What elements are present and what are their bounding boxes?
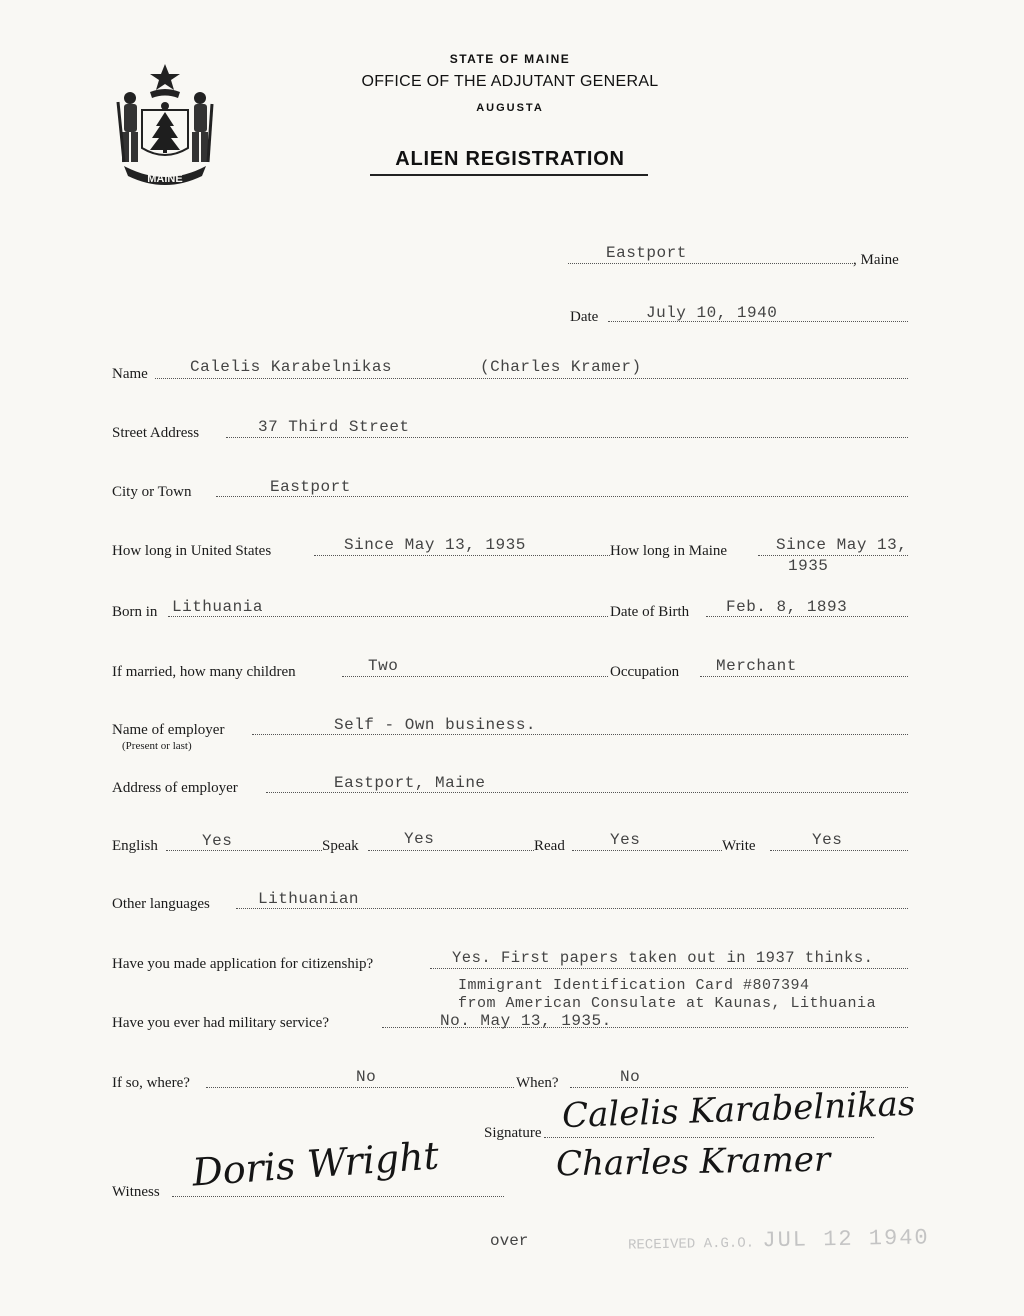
children-dots [342, 675, 608, 677]
speak-label: Speak [322, 838, 359, 854]
signature-line-2: Charles Kramer [555, 1139, 831, 1185]
us-duration-label: How long in United States [112, 543, 272, 559]
where-value: No [356, 1068, 377, 1086]
when-value: No [620, 1068, 641, 1086]
maine-duration-value: Since May 13, [776, 536, 908, 554]
maine-duration-year: 1935 [788, 557, 829, 575]
employer-sublabel: (Present or last) [122, 740, 192, 752]
dob-label: Date of Birth [610, 604, 690, 620]
stamp-text: RECEIVED A.G.O. [627, 1235, 755, 1254]
english-dots [166, 849, 322, 851]
where-label: If so, where? [112, 1075, 190, 1091]
citizenship-label: Have you made application for citizenship? [112, 956, 374, 972]
us-duration-dots [314, 554, 610, 556]
signature-line-1: Calelis Karabelnikas [561, 1083, 916, 1137]
children-label: If married, how many children [112, 664, 296, 680]
signature-dots [544, 1136, 874, 1138]
read-value: Yes [610, 831, 641, 849]
military-value: No. May 13, 1935. [440, 1012, 612, 1030]
citizenship-value: Yes. First papers taken out in 1937 thinks. [452, 949, 874, 967]
place-value: Eastport [606, 244, 687, 262]
write-label: Write [722, 838, 756, 854]
when-label: When? [516, 1075, 559, 1091]
where-dots [206, 1086, 514, 1088]
place-suffix: , Maine [853, 252, 899, 268]
citizenship-dots [430, 967, 908, 969]
city-value: Eastport [270, 478, 351, 496]
state-heading: STATE OF MAINE [449, 52, 571, 66]
children-value: Two [368, 657, 399, 675]
occupation-dots [700, 675, 908, 677]
english-label: English [112, 838, 158, 854]
born-label: Born in [112, 604, 158, 620]
employer-value: Self - Own business. [334, 716, 537, 734]
witness-label: Witness [112, 1184, 160, 1200]
name-value: Calelis Karabelnikas [190, 358, 393, 376]
office-heading: OFFICE OF THE ADJUTANT GENERAL [361, 73, 659, 90]
born-value: Lithuania [172, 598, 263, 616]
over-note: over [490, 1232, 529, 1250]
stamp-date: JUL 12 1940 [762, 1225, 930, 1254]
dob-value: Feb. 8, 1893 [726, 598, 848, 616]
speak-dots [368, 849, 534, 851]
occupation-label: Occupation [610, 664, 680, 680]
employer-label: Name of employer [112, 722, 225, 738]
received-stamp [628, 1225, 930, 1255]
witness-dots [172, 1195, 504, 1197]
maine-duration-dots [758, 554, 908, 556]
street-dots [226, 436, 908, 438]
us-duration-value: Since May 13, 1935 [344, 536, 526, 554]
citizenship-note-2: from American Consulate at Kaunas, Lithuania [458, 995, 877, 1012]
city-label: City or Town [112, 484, 192, 500]
other-languages-value: Lithuanian [258, 890, 360, 908]
english-value: Yes [202, 832, 233, 850]
name-dots [155, 377, 908, 379]
form-title: ALIEN REGISTRATION [395, 148, 625, 170]
read-label: Read [534, 838, 565, 854]
title-underline [370, 174, 648, 176]
date-value: July 10, 1940 [646, 304, 778, 322]
citizenship-note-1: Immigrant Identification Card #807394 [458, 977, 810, 994]
read-dots [572, 849, 722, 851]
speak-value: Yes [404, 830, 435, 848]
maine-state-seal-icon [110, 62, 220, 192]
witness-signature: Doris Wright [190, 1133, 441, 1195]
street-label: Street Address [112, 425, 200, 441]
other-languages-label: Other languages [112, 896, 210, 912]
employer-address-value: Eastport, Maine [334, 774, 486, 792]
city-heading: AUGUSTA [476, 102, 544, 114]
write-value: Yes [812, 831, 843, 849]
military-label: Have you ever had military service? [112, 1015, 329, 1031]
street-value: 37 Third Street [258, 418, 410, 436]
employer-address-label: Address of employer [112, 780, 238, 796]
write-dots [770, 849, 908, 851]
maine-duration-label: How long in Maine [610, 543, 728, 559]
date-label: Date [570, 309, 599, 325]
name-label: Name [112, 366, 148, 382]
name-alias: (Charles Kramer) [480, 358, 642, 376]
signature-label: Signature [484, 1125, 542, 1141]
occupation-value: Merchant [716, 657, 797, 675]
place-dots [568, 262, 853, 264]
seal-text: MAINE [147, 173, 183, 185]
